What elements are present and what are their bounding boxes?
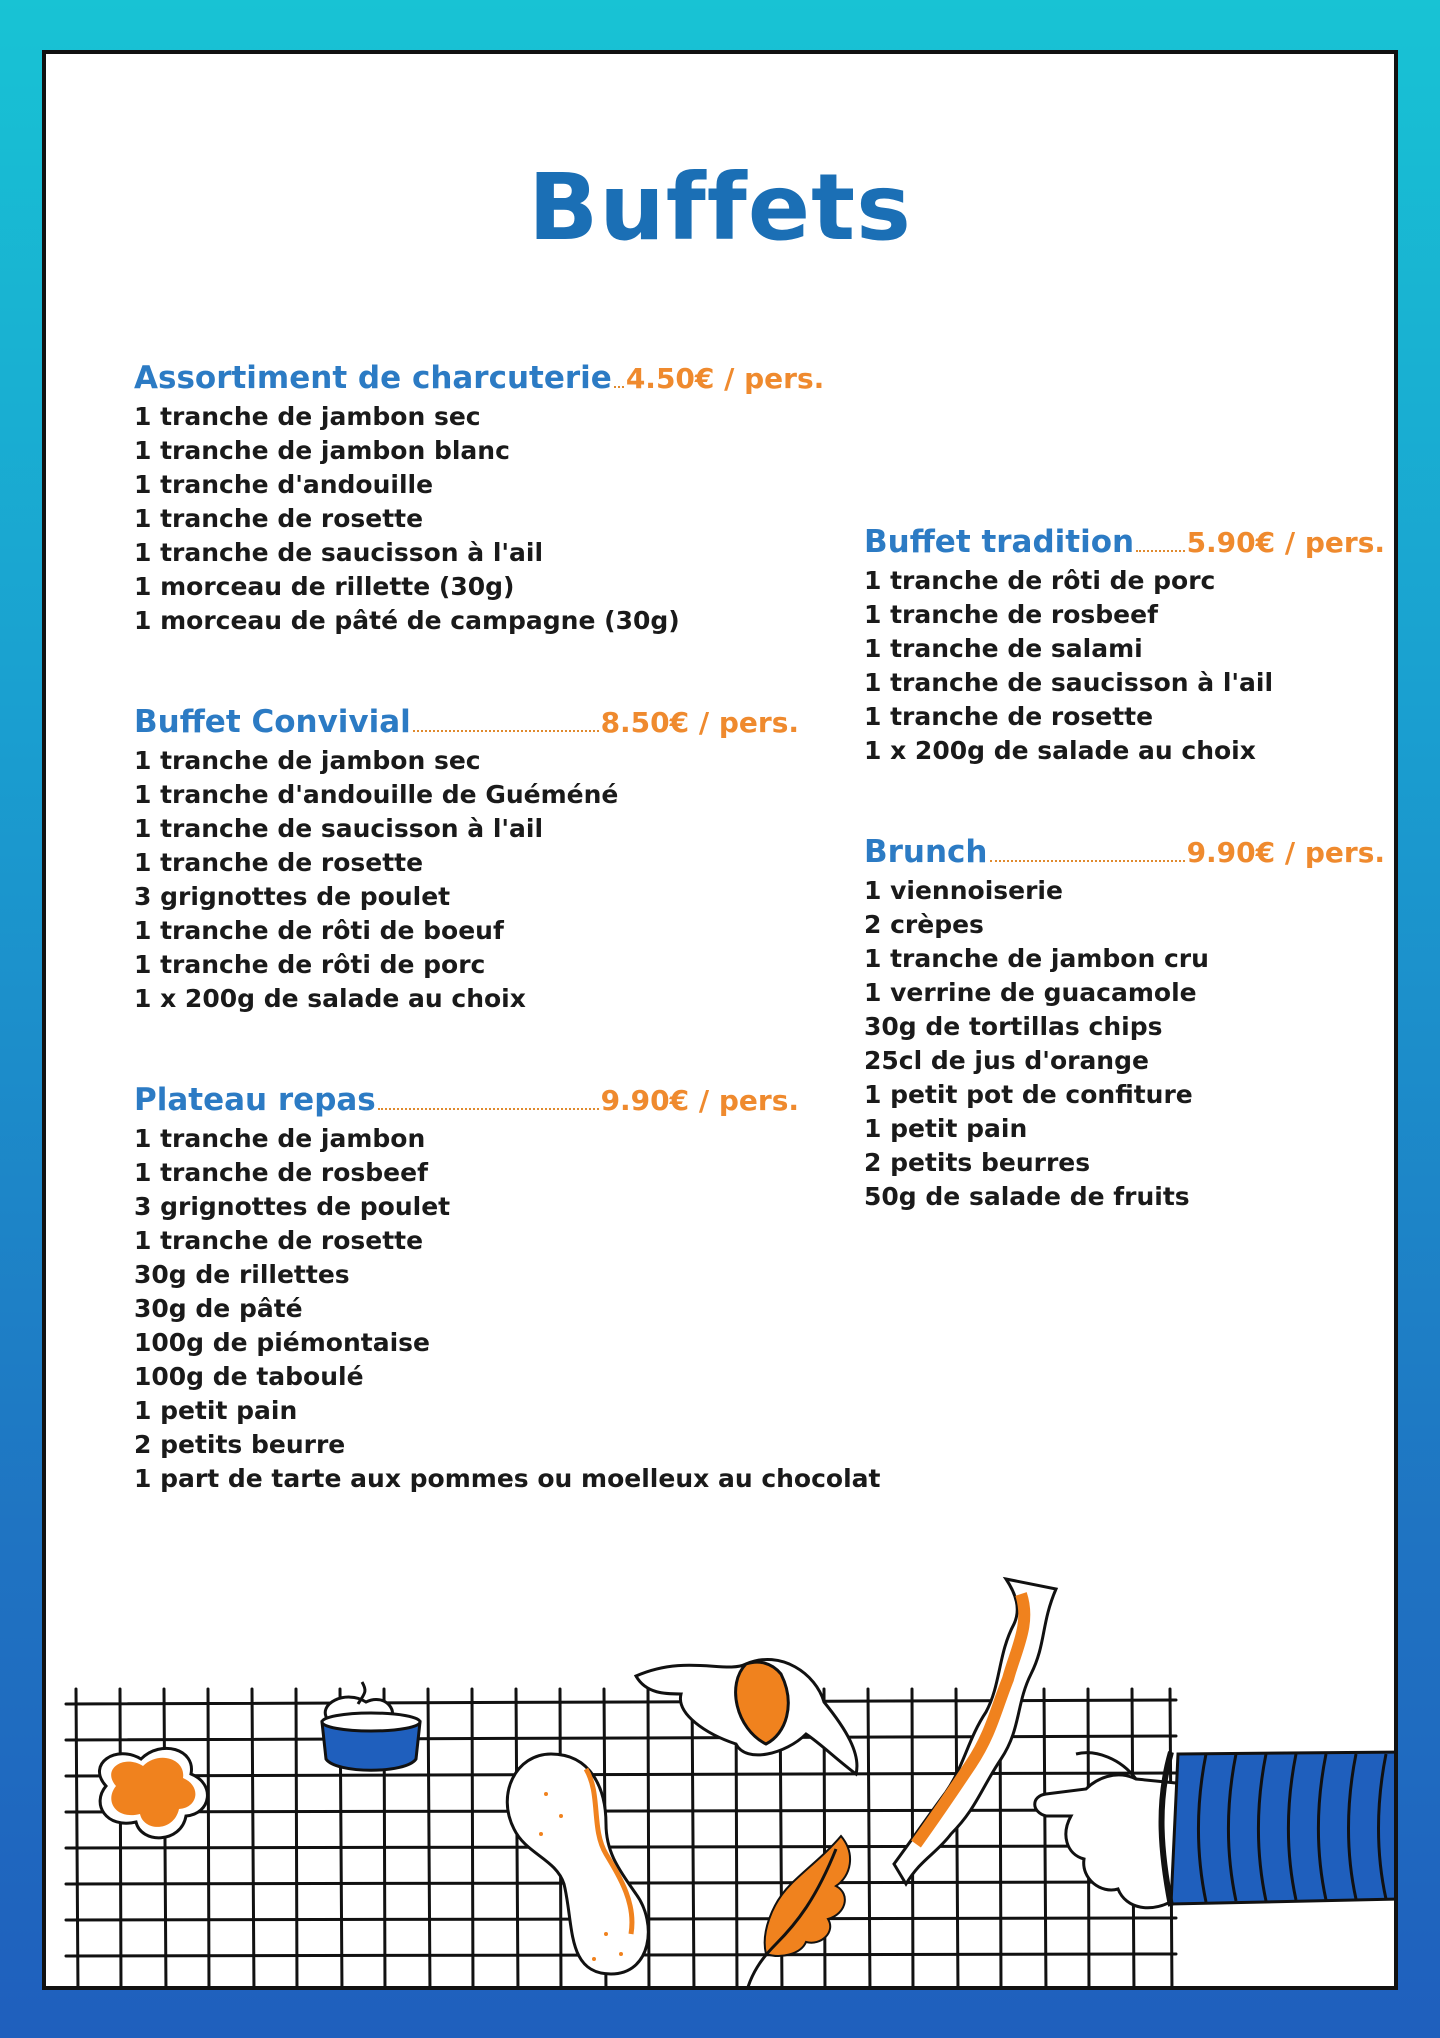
list-item: 1 tranche de salami <box>864 634 1143 663</box>
section-name: Assortiment de charcuterie <box>134 360 612 396</box>
item-list <box>134 1122 881 1496</box>
list-item: 1 morceau de pâté de campagne (30g) <box>134 606 680 635</box>
list-item: 30g de tortillas chips <box>864 1012 1163 1041</box>
list-item: 1 petit pot de confiture <box>864 1080 1193 1109</box>
list-item: 1 tranche de jambon <box>134 1124 426 1153</box>
section-name: Buffet tradition <box>864 524 1135 560</box>
list-item: 100g de piémontaise <box>134 1328 431 1357</box>
food-illustration <box>46 1554 1398 1990</box>
section-header <box>134 360 825 400</box>
section-plateau-repas <box>134 1082 881 1496</box>
bacon-strip-icon <box>894 1579 1056 1884</box>
list-item: 2 petits beurre <box>134 1430 346 1459</box>
section-header <box>134 1082 799 1122</box>
list-item: 1 tranche de jambon sec <box>134 746 481 775</box>
leader-dots <box>413 730 599 732</box>
leader-dots <box>378 1108 599 1110</box>
list-item: 1 tranche de rosette <box>134 848 424 877</box>
section-name: Brunch <box>864 834 988 870</box>
section-price: 4.50€ / pers. <box>625 362 825 395</box>
section-assortiment-charcuterie <box>134 360 825 638</box>
list-item: 1 tranche d'andouille <box>134 470 434 499</box>
list-item: 1 x 200g de salade au choix <box>134 984 526 1013</box>
menu-page <box>42 50 1398 1990</box>
section-buffet-convivial <box>134 704 799 1016</box>
list-item: 1 petit pain <box>134 1396 298 1425</box>
list-item: 1 x 200g de salade au choix <box>864 736 1256 765</box>
list-item: 1 tranche de rôti de porc <box>864 566 1216 595</box>
oak-leaf-icon <box>746 1836 850 1990</box>
list-item: 1 tranche de rosbeef <box>134 1158 428 1187</box>
list-item: 50g de salade de fruits <box>864 1182 1190 1211</box>
list-item: 1 tranche d'andouille de Guéméné <box>134 780 619 809</box>
section-header <box>864 834 1385 874</box>
item-list <box>864 564 1385 768</box>
section-buffet-tradition <box>864 524 1385 768</box>
list-item: 1 tranche de rosette <box>134 504 424 533</box>
list-item: 100g de taboulé <box>134 1362 364 1391</box>
list-item: 1 tranche de saucisson à l'ail <box>134 814 544 843</box>
list-item: 1 tranche de rosette <box>134 1226 424 1255</box>
bread-slice-icon <box>507 1754 648 1974</box>
list-item: 1 tranche de jambon sec <box>134 402 481 431</box>
section-name: Buffet Convivial <box>134 704 411 740</box>
item-list <box>134 400 799 638</box>
list-item: 1 tranche de rôti de boeuf <box>134 916 504 945</box>
list-item: 1 tranche de rosbeef <box>864 600 1158 629</box>
list-item: 1 part de tarte aux pommes ou moelleux au chocolat <box>134 1464 881 1493</box>
list-item: 1 tranche de jambon cru <box>864 944 1209 973</box>
list-item: 1 viennoiserie <box>864 876 1063 905</box>
list-item: 1 morceau de rillette (30g) <box>134 572 515 601</box>
item-list <box>134 744 799 1016</box>
section-price: 8.50€ / pers. <box>600 706 799 739</box>
section-price: 9.90€ / pers. <box>600 1084 799 1117</box>
section-header <box>134 704 799 744</box>
section-brunch <box>864 834 1385 1214</box>
leader-dots <box>614 386 624 388</box>
list-item: 1 tranche de saucisson à l'ail <box>864 668 1274 697</box>
cream-pot-icon <box>322 1682 420 1770</box>
list-item: 3 grignottes de poulet <box>134 1192 451 1221</box>
list-item: 1 tranche de rôti de porc <box>134 950 486 979</box>
list-item: 1 tranche de saucisson à l'ail <box>134 538 544 567</box>
list-item: 1 verrine de guacamole <box>864 978 1197 1007</box>
section-price: 9.90€ / pers. <box>1186 836 1385 869</box>
list-item: 30g de pâté <box>134 1294 303 1323</box>
list-item: 2 petits beurres <box>864 1148 1091 1177</box>
section-name: Plateau repas <box>134 1082 376 1118</box>
list-item: 1 petit pain <box>864 1114 1028 1143</box>
section-price: 5.90€ / pers. <box>1186 526 1385 559</box>
list-item: 2 crèpes <box>864 910 984 939</box>
butter-pat-icon <box>99 1748 207 1837</box>
list-item: 1 tranche de rosette <box>864 702 1154 731</box>
leader-dots <box>1136 550 1184 552</box>
list-item: 3 grignottes de poulet <box>134 882 451 911</box>
list-item: 25cl de jus d'orange <box>864 1046 1149 1075</box>
item-list <box>864 874 1385 1214</box>
page-title: Buffets <box>528 154 912 261</box>
list-item: 30g de rillettes <box>134 1260 350 1289</box>
section-header <box>864 524 1385 564</box>
leader-dots <box>990 860 1185 862</box>
list-item: 1 tranche de jambon blanc <box>134 436 510 465</box>
